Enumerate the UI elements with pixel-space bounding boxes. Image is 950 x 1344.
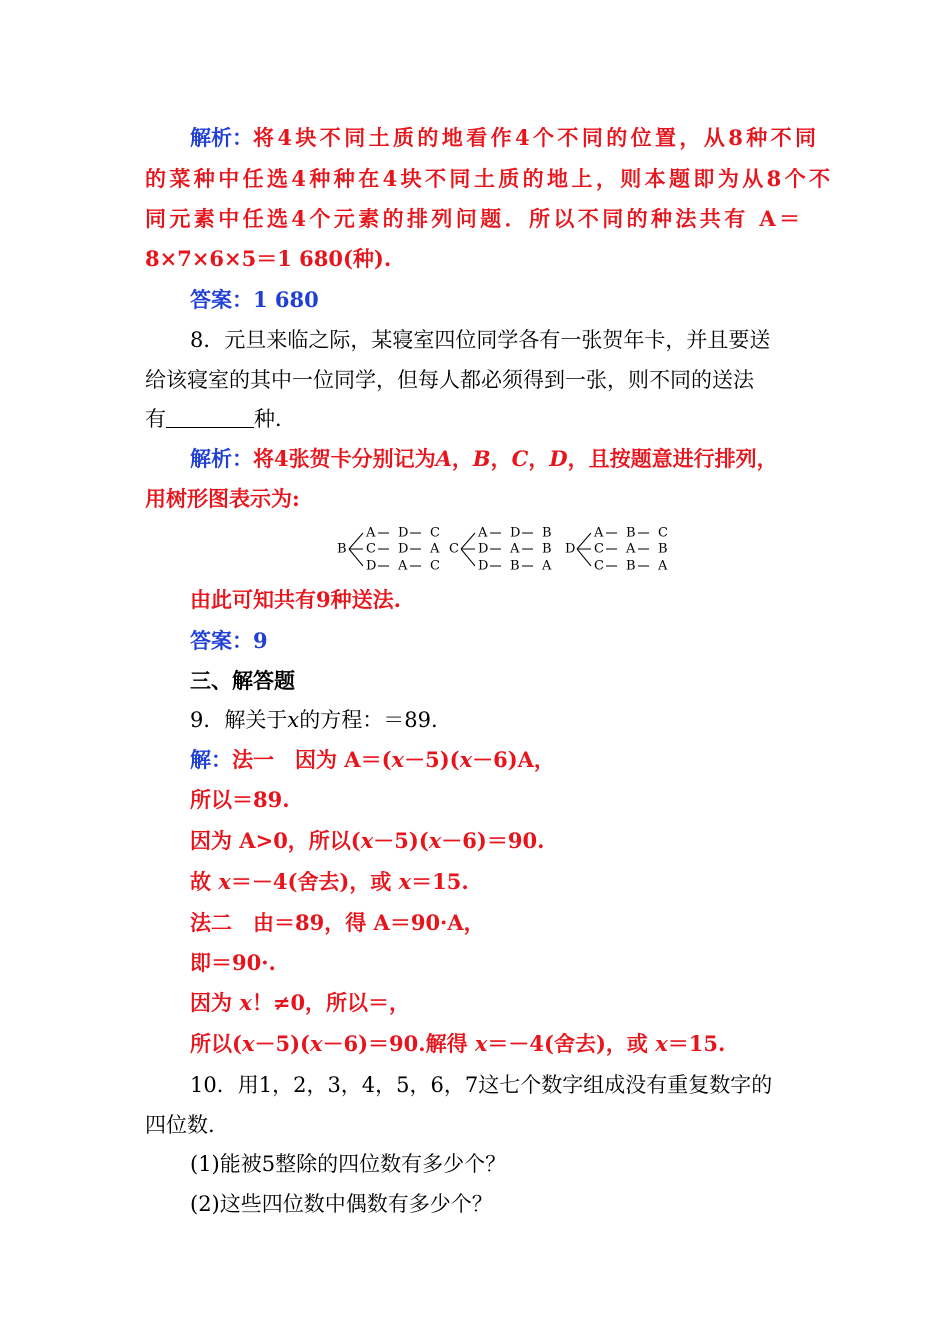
analysis-text: 的菜种中任选4种种在4块不同土质的地上，则本题即为从8个不 [145,166,834,191]
solution-text: 即＝90·. [190,950,276,975]
variable-x: x [391,747,405,772]
solution-text: 由＝89，得 A＝90·A， [232,910,485,935]
solution-line [0,862,950,902]
tree-branch-line [349,533,363,549]
solution-text: 因为 [190,990,240,1015]
question-text: 四位数. [145,1113,215,1137]
solution-text: 因为 A＝( [274,747,392,772]
card-a: A [435,446,452,471]
variable-x: x [239,990,252,1015]
question-line [0,1184,950,1224]
question-text: 有 [145,407,166,431]
comma: ， [451,446,473,471]
tree-root-node: C [449,541,459,557]
solution-text: －6)A， [472,747,555,772]
analysis-line [0,580,950,620]
variable-x: x [218,869,231,894]
solution-text: ！≠0，所以＝， [251,990,411,1015]
section-title: 三、解答题 [190,668,295,693]
tree-node: A [510,541,520,557]
variable-x: x [241,1031,255,1056]
question-line [0,1065,950,1105]
tree-node: A [478,525,488,541]
solution-line [0,821,950,861]
method-label: 法一 [232,747,274,772]
fill-blank [166,405,254,428]
question-text: 给该寝室的其中一位同学，但每人都必须得到一张，则不同的送法 [145,368,754,392]
solution-label: 解： [190,747,232,772]
variable-x: x [309,1031,323,1056]
analysis-text: 8×7×6×5＝1 680(种). [145,246,392,271]
analysis-line [0,479,950,519]
answer-label: 答案： [190,287,253,312]
answer-value: 9 [253,628,268,653]
tree-node: A [594,525,604,541]
tree-node: C [366,541,376,557]
variable-x: x [360,828,374,853]
sub-question: (1)能被5整除的四位数有多少个？ [190,1152,507,1176]
solution-text: －6)＝90. [441,828,545,853]
answer-line [0,280,950,320]
analysis-line [0,199,950,239]
question-text: 种． [254,407,296,431]
solution-text: ＝15. [411,869,469,894]
card-d: D [549,446,568,471]
tree-node: D [366,558,377,574]
variable-x: x [459,747,473,772]
tree-node: A [626,541,636,557]
tree-node: D [398,541,409,557]
analysis-line [0,118,950,158]
answer-label: 答案： [190,628,253,653]
solution-text: ＝－4(舍去)，或 [487,1031,656,1056]
answer-value: 1 680 [253,287,319,312]
card-b: B [472,446,491,471]
comma: ， [528,446,550,471]
tree-root-node: B [337,541,347,557]
tree-node: C [430,558,440,574]
question-text: 9．解关于 [190,708,288,732]
analysis-text: 将4张贺卡分别记为 [253,446,436,471]
solution-text: ＝15. [667,1031,726,1056]
question-line [0,1105,950,1145]
tree-node: A [398,558,408,574]
tree-branch-line [349,549,363,566]
solution-line [0,740,950,780]
tree-node: A [430,541,440,557]
solution-text: 所以( [190,1031,242,1056]
tree-node: A [658,558,668,574]
method-label: 法二 [190,910,232,935]
tree-node: B [658,541,668,557]
analysis-line [0,239,950,279]
tree-branch-line [577,533,591,549]
question-line [0,320,950,360]
tree-node: A [542,558,552,574]
analysis-text: 将4块不同土质的地看作4个不同的位置，从8种不同 [253,125,820,150]
tree-node: D [510,525,521,541]
tree-node: C [658,525,668,541]
conclusion-text: 由此可知共有9种送法. [190,587,401,612]
question-line [0,700,950,740]
tree-node: C [430,525,440,541]
tree-diagram [335,522,668,582]
tree-root-node: D [565,541,576,557]
analysis-line [0,159,950,199]
solution-line [0,983,950,1023]
question-text: 的方程：＝89. [299,708,438,732]
tree-node: B [542,525,552,541]
tree-node: B [626,525,636,541]
tree-branch-line [461,533,475,549]
card-c: C [511,446,529,471]
tree-node: B [510,558,520,574]
tree-branch-line [577,549,591,566]
solution-line [0,1024,950,1064]
tree-node: D [398,525,409,541]
solution-text: 因为 A>0，所以( [190,828,361,853]
tree-node: B [626,558,636,574]
solution-text: －6)＝90.解得 [322,1031,475,1056]
question-text: 8．元旦来临之际，某寝室四位同学各有一张贺年卡，并且要送 [190,328,771,352]
solution-line [0,780,950,820]
solution-line [0,903,950,943]
question-line [0,399,950,439]
tree-node: D [478,541,489,557]
solution-text: 故 [190,869,219,894]
solution-text: ＝－4(舍去)，或 [230,869,399,894]
comma: ， [490,446,512,471]
solution-text: －5)( [254,1031,310,1056]
analysis-text: 用树形图表示为: [145,486,300,511]
solution-text: 所以＝89. [190,787,290,812]
analysis-text: 同元素中任选4个元素的排列问题．所以不同的种法共有 A＝ [145,206,804,231]
variable-x: x [287,708,300,732]
analysis-label: 解析： [190,125,253,150]
tree-node: C [594,541,604,557]
variable-x: x [474,1031,488,1056]
variable-x: x [398,869,412,894]
solution-text: －5)( [404,747,460,772]
solution-line [0,943,950,983]
answer-line [0,621,950,661]
analysis-label: 解析： [190,446,253,471]
tree-node: A [366,525,376,541]
solution-text: －5)( [373,828,429,853]
tree-branch-line [461,549,475,566]
variable-x: x [655,1031,668,1056]
question-line [0,1144,950,1184]
analysis-text: ，且按题意进行排列， [567,446,778,471]
tree-node: C [594,558,604,574]
variable-x: x [428,828,442,853]
question-text: 10．用1，2，3，4，5，6，7这七个数字组成没有重复数字的 [190,1073,773,1097]
sub-question: (2)这些四位数中偶数有多少个？ [190,1192,493,1216]
question-line [0,360,950,400]
tree-node: B [542,541,552,557]
tree-node: D [478,558,489,574]
analysis-line [0,439,950,479]
section-heading [0,661,950,701]
